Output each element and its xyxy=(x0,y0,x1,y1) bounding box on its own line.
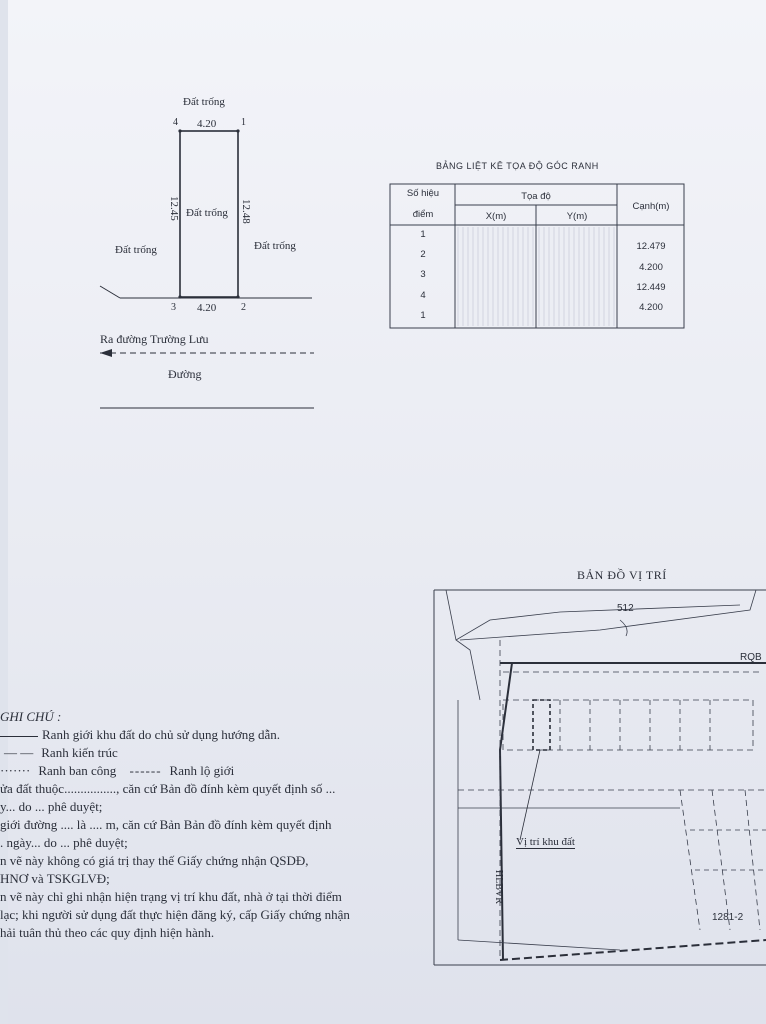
edge-right: 12.48 xyxy=(240,199,252,224)
corner-4: 4 xyxy=(173,117,178,128)
header-point-1: Số hiệu xyxy=(406,188,440,199)
table-point: 2 xyxy=(420,249,426,260)
parcel-1281-label: 1281-2 xyxy=(712,912,744,923)
table-point: 4 xyxy=(420,290,426,301)
note-line: ửa đất thuộc................, căn cứ Bản đồ đính kèm quyết định số ... xyxy=(0,781,336,796)
note-line: hải tuân thủ theo các quy định hiện hành. xyxy=(0,925,215,940)
header-x: X(m) xyxy=(485,211,507,222)
table-point: 1 xyxy=(420,229,426,240)
header-coords: Tọa độ xyxy=(521,191,551,202)
note-line: n vẽ này không có giá trị thay thế Giấy chứng nhận QSDĐ, xyxy=(0,853,309,868)
label-right: Đất trống xyxy=(254,240,296,252)
edge-bottom: 4.20 xyxy=(197,302,217,314)
road-code-label: RQB xyxy=(740,652,762,663)
label-left: Đất trống xyxy=(115,244,157,256)
hlbvr-label: HLBVR xyxy=(493,870,504,904)
header-point-2: điểm xyxy=(412,209,434,220)
header-y: Y(m) xyxy=(566,211,588,222)
edge-top: 4.20 xyxy=(197,118,217,130)
label-top: Đất trống xyxy=(183,96,225,108)
table-point: 3 xyxy=(420,269,426,280)
note-line: y... do ... phê duyệt; xyxy=(0,799,103,814)
note-line: n vẽ này chỉ ghi nhận hiện trạng vị trí khu đất, nhà ở tại thời điểm xyxy=(0,889,342,904)
note-line: lạc; khi người sử dụng đất thực hiện đăng ký, cấp Giấy chứng nhận xyxy=(0,907,350,922)
location-map-title: BẢN ĐỒ VỊ TRÍ xyxy=(577,568,667,582)
edge-left: 12.45 xyxy=(168,196,180,221)
table-edge: 12.479 xyxy=(636,241,666,252)
road-direction-label: Ra đường Trường Lưu xyxy=(100,332,209,346)
corner-3: 3 xyxy=(171,302,176,313)
table-edge: 4.200 xyxy=(639,302,663,313)
site-location-label: Vị trí khu đất xyxy=(516,836,575,848)
table-edge: 4.200 xyxy=(639,262,663,273)
parcel-512-label: 512 xyxy=(617,603,634,614)
legend-balcony: ······· Ranh ban công ------ Ranh lộ giới xyxy=(0,763,235,778)
notes-section xyxy=(0,708,430,942)
note-line: HNƠ và TSKGLVĐ; xyxy=(0,871,110,886)
solid-line-symbol xyxy=(0,736,38,737)
table-edge: 12.449 xyxy=(636,282,666,293)
header-edge: Cạnh(m) xyxy=(632,201,670,212)
legend-boundary: Ranh giới khu đất do chủ sử dụng hướng dẫn. xyxy=(0,726,430,744)
table-point: 1 xyxy=(420,310,426,321)
corner-2: 2 xyxy=(241,302,246,313)
notes-heading: GHI CHÚ : xyxy=(0,709,62,724)
legend-architecture: — — Ranh kiến trúc xyxy=(4,745,118,760)
note-line: giới đường .... là .... m, căn cứ Bản Bản đồ đính kèm quyết định xyxy=(0,817,332,832)
road-label: Đường xyxy=(168,367,202,381)
corner-1: 1 xyxy=(241,117,246,128)
label-inside: Đất trống xyxy=(186,207,228,219)
note-line: . ngày... do ... phê duyệt; xyxy=(0,835,128,850)
coord-table-title: BẢNG LIỆT KÊ TỌA ĐỘ GÓC RANH xyxy=(436,161,599,171)
